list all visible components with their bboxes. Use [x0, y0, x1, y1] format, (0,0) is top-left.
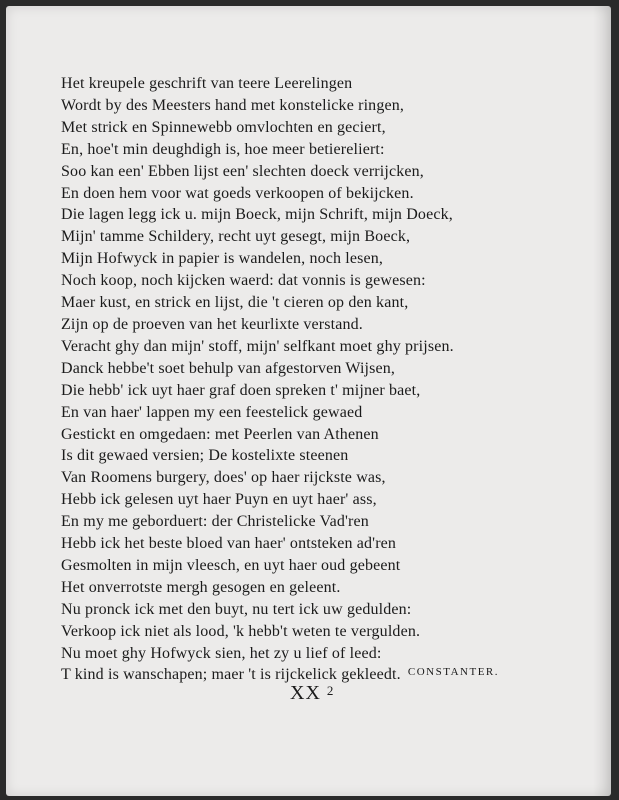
- signature-mark-glyphs: XX: [290, 682, 321, 704]
- poem-line: Mijn' tamme Schildery, recht uyt gesegt, mijn Boeck,: [61, 228, 411, 246]
- poem-line: Nu pronck ick met den buyt, nu tert ick uw gedulden:: [61, 600, 412, 618]
- poem-line: Is dit gewaed versien; De kostelixte steenen: [61, 447, 349, 465]
- poem-line: Het kreupele geschrift van teere Leerelingen: [61, 75, 353, 92]
- poem-line: T kind is wanschapen; maer 't is rijckelick gekleedt.: [61, 666, 401, 684]
- signature-mark-number: 2: [326, 683, 335, 698]
- book-page: [6, 6, 611, 796]
- poem-line: En van haer' lappen my een feestelick gewaed: [61, 403, 363, 421]
- signature-mark: [290, 682, 334, 705]
- poem-line: En my me geborduert: der Christelicke Vad'ren: [61, 513, 369, 531]
- poem-line: Het onverrotste mergh gesogen en geleent.: [61, 578, 341, 596]
- poem-line: Danck hebbe't soet behulp van afgestorven Wijsen,: [61, 359, 396, 377]
- poem-line: Hebb ick het beste bloed van haer' ontsteken ad'ren: [61, 535, 397, 553]
- poem-line: Wordt by des Meesters hand met konstelicke ringen,: [61, 96, 405, 114]
- poem-line: Zijn op de proeven van het keurlixte verstand.: [61, 315, 363, 333]
- poem-line: Van Roomens burgery, does' op haer rijckste was,: [61, 469, 386, 487]
- poem-text: [61, 73, 581, 686]
- poem-line: En, hoe't min deughdigh is, hoe meer betiereliert:: [61, 140, 385, 158]
- poem-line: Gesmolten in mijn vleesch, en uyt haer oud gebeent: [61, 556, 401, 574]
- poem-line: Soo kan een' Ebben lijst een' slechten doeck verrijcken,: [61, 162, 424, 180]
- poem-line: Hebb ick gelesen uyt haer Puyn en uyt haer' ass,: [61, 491, 377, 509]
- poem-line: Veracht ghy dan mijn' stoff, mijn' selfkant moet ghy prijsen.: [61, 337, 454, 355]
- poem-line: Noch koop, noch kijcken waerd: dat vonnis is gewesen:: [61, 272, 426, 290]
- poem-line: Maer kust, en strick en lijst, die 't cieren op den kant,: [61, 294, 409, 312]
- poem-line: Die lagen legg ick u. mijn Boeck, mijn Schrift, mijn Doeck,: [61, 206, 453, 224]
- poem-line: Verkoop ick niet als lood, 'k hebb't weten te vergulden.: [61, 622, 421, 640]
- poem-line: En doen hem voor wat goeds verkoopen of bekijcken.: [61, 184, 414, 202]
- poem-line: Mijn Hofwyck in papier is wandelen, noch lesen,: [61, 250, 384, 268]
- poem-line: Nu moet ghy Hofwyck sien, het zy u lief of leed:: [61, 644, 382, 662]
- poem-line: Met strick en Spinnewebb omvlochten en geciert,: [61, 118, 386, 136]
- author-signature: CONSTANTER.: [407, 666, 499, 678]
- poem-line: Die hebb' ick uyt haer graf doen spreken t' mijner baet,: [61, 381, 421, 399]
- poem-line: Gestickt en omgedaen: met Peerlen van Athenen: [61, 425, 379, 443]
